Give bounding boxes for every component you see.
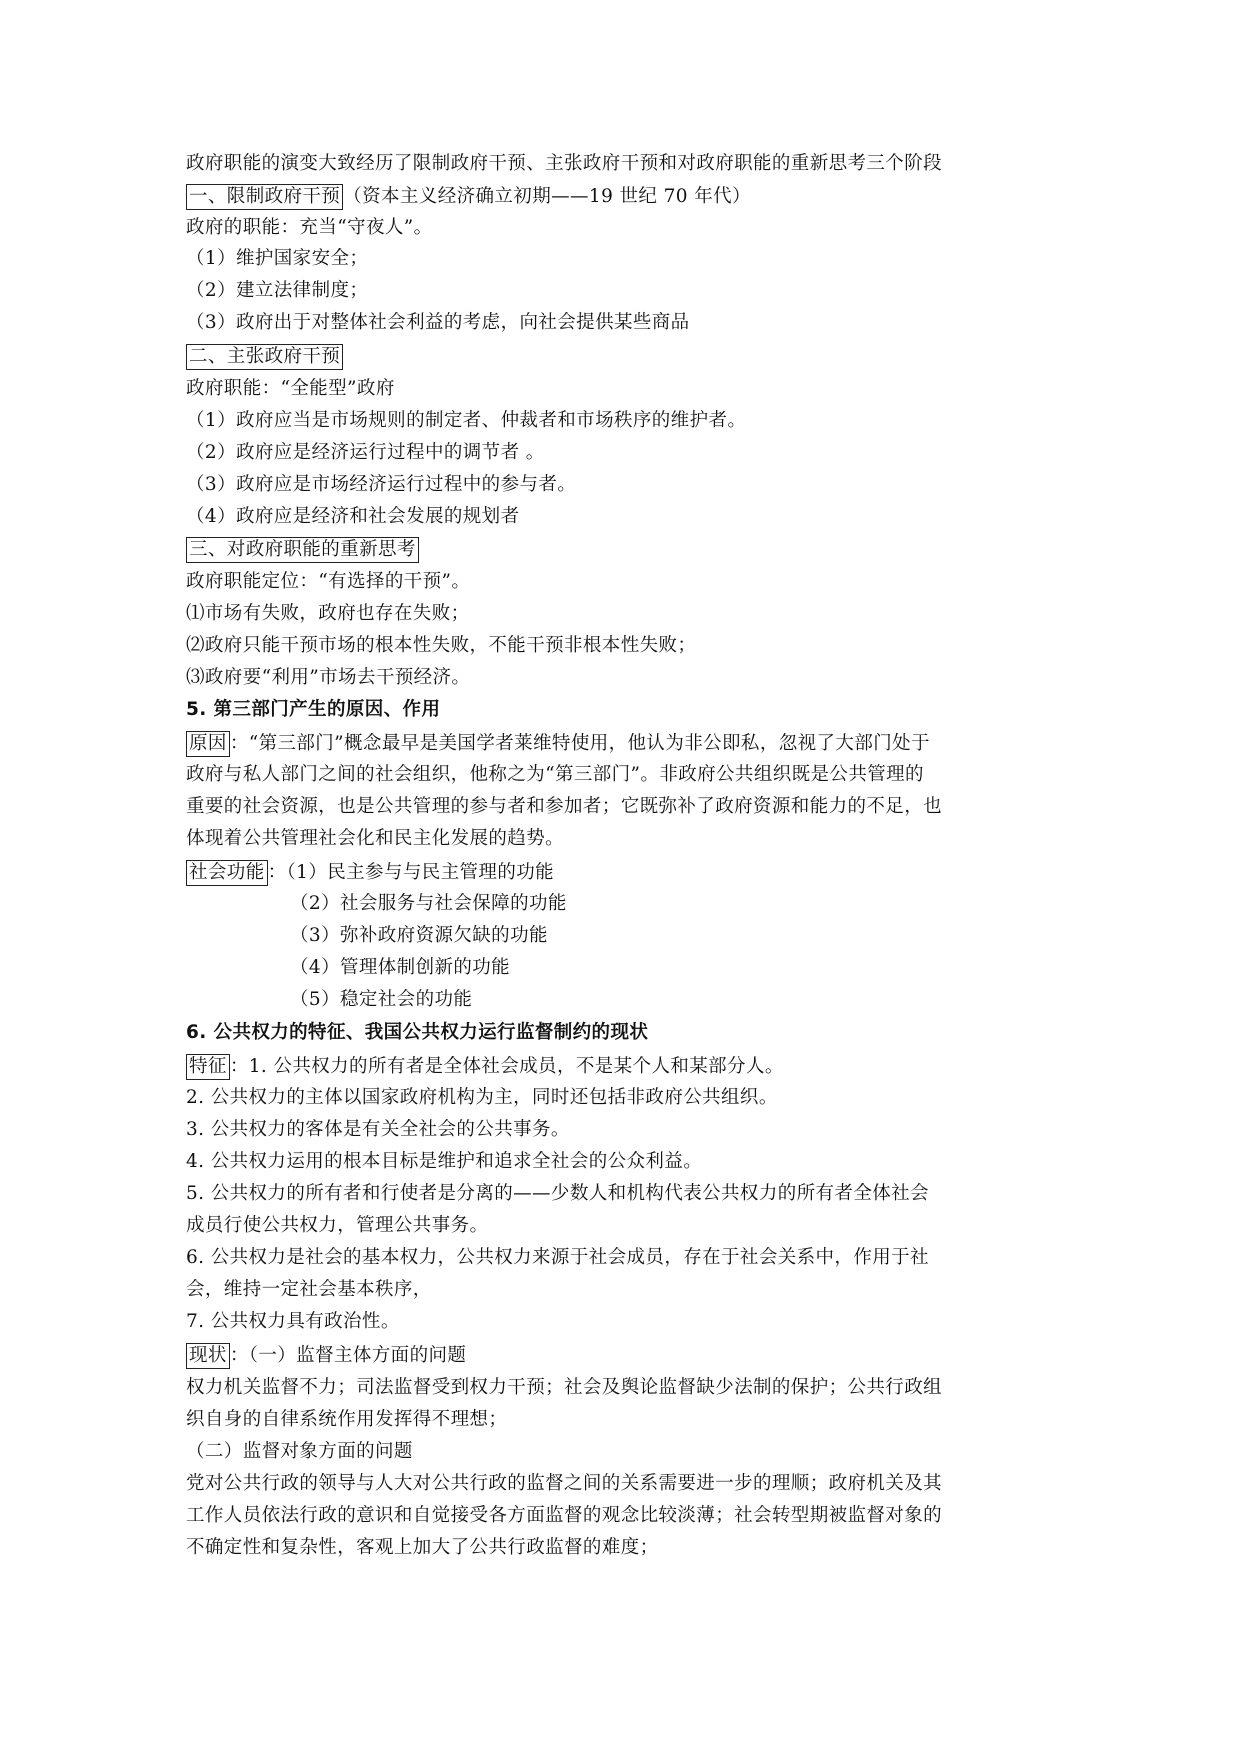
section-3-item: ⑵政府只能干预市场的根本性失败，不能干预非根本性失败； — [186, 635, 697, 656]
section-1-heading — [186, 184, 751, 210]
feature-boxed-label: 特征 — [186, 1054, 230, 1080]
reason-line: 原因 ：“第三部门”概念最早是美国学者莱维特使用，他认为非公即私，忽视了大部门处于 — [186, 731, 930, 757]
feature-line: 特征 ：1. 公共权力的所有者是全体社会成员，不是某个人和某部分人。 — [186, 1054, 784, 1080]
section-3-item: ⑶政府要“利用”市场去干预经济。 — [186, 667, 471, 688]
section-2-item: （3）政府应是市场经济运行过程中的参与者。 — [186, 474, 577, 495]
feature-line: 成员行使公共权力，管理公共事务。 — [186, 1215, 489, 1236]
status-boxed-label: 现状 — [186, 1343, 230, 1369]
status-line: 现状 ：（一）监督主体方面的问题 — [186, 1343, 466, 1369]
feature-line: 6. 公共权力是社会的基本权力，公共权力来源于社会成员，存在于社会关系中，作用于社 — [186, 1247, 929, 1268]
feature-line: 2. 公共权力的主体以国家政府机构为主，同时还包括非政府公共组织。 — [186, 1087, 778, 1108]
section-1-period: （资本主义经济确立初期——19 世纪 70 年代） — [343, 186, 751, 207]
status-paragraph-line: 党对公共行政的领导与人大对公共行政的监督之间的关系需要进一步的理顺；政府机关及其 — [186, 1473, 943, 1494]
feature-line: 3. 公共权力的客体是有关全社会的公共事务。 — [186, 1119, 570, 1140]
feature-line: 会，维持一定社会基本秩序， — [186, 1279, 432, 1300]
reason-line: 体现着公共管理社会化和民主化发展的趋势。 — [186, 828, 565, 849]
heading-5: 5. 第三部门产生的原因、作用 — [186, 699, 441, 720]
status-subheading: （二）监督对象方面的问题 — [186, 1441, 413, 1462]
section-1-function: 政府的职能：充当“守夜人”。 — [186, 217, 433, 238]
feature-line: 5. 公共权力的所有者和行使者是分离的——少数人和机构代表公共权力的所有者全体社会 — [186, 1183, 929, 1204]
feature-line: 4. 公共权力运用的根本目标是维护和追求全社会的公众利益。 — [186, 1151, 703, 1172]
section-3-heading — [186, 537, 419, 563]
section-2-item: （4）政府应是经济和社会发展的规划者 — [186, 506, 520, 527]
reason-line: 政府与私人部门之间的社会组织，他称之为“第三部门”。非政府公共组织既是公共管理的 — [186, 764, 924, 785]
function-item: （2）社会服务与社会保障的功能 — [290, 893, 567, 914]
feature-line: 7. 公共权力具有政治性。 — [186, 1311, 400, 1332]
section-2-function: 政府职能：“全能型”政府 — [186, 378, 395, 399]
function-boxed-label: 社会功能 — [186, 860, 268, 886]
reason-line: 重要的社会资源，也是公共管理的参与者和参加者；它既弥补了政府资源和能力的不足，也 — [186, 796, 943, 817]
function-line: 社会功能 ：（1）民主参与与民主管理的功能 — [186, 860, 554, 886]
section-3-boxed-title: 三、对政府职能的重新思考 — [186, 537, 419, 563]
section-2-heading — [186, 344, 343, 370]
function-item: （4）管理体制创新的功能 — [290, 957, 511, 978]
section-2-item: （1）政府应当是市场规则的制定者、仲裁者和市场秩序的维护者。 — [186, 410, 747, 431]
section-3-item: ⑴市场有失败，政府也存在失败； — [186, 603, 470, 624]
intro-line: 政府职能的演变大致经历了限制政府干预、主张政府干预和对政府职能的重新思考三个阶段 — [186, 153, 943, 174]
heading-6: 6. 公共权力的特征、我国公共权力运行监督制约的现状 — [186, 1022, 649, 1043]
status-paragraph-line: 工作人员依法行政的意识和自觉接受各方面监督的观念比较淡薄；社会转型期被监督对象的 — [186, 1505, 943, 1526]
section-1-boxed-title: 一、限制政府干预 — [186, 184, 343, 210]
section-2-boxed-title: 二、主张政府干预 — [186, 344, 343, 370]
section-3-function: 政府职能定位：“有选择的干预”。 — [186, 571, 471, 592]
section-2-item: （2）政府应是经济运行过程中的调节者 。 — [186, 442, 545, 463]
section-1-item: （1）维护国家安全； — [186, 248, 369, 269]
reason-boxed-label: 原因 — [186, 731, 230, 757]
status-paragraph-line: 不确定性和复杂性，客观上加大了公共行政监督的难度； — [186, 1537, 659, 1558]
section-1-item: （3）政府出于对整体社会利益的考虑，向社会提供某些商品 — [186, 312, 690, 333]
status-paragraph-line: 权力机关监督不力；司法监督受到权力干预；社会及舆论监督缺少法制的保护；公共行政组 — [186, 1377, 943, 1398]
function-item: （3）弥补政府资源欠缺的功能 — [290, 925, 548, 946]
section-1-item: （2）建立法律制度； — [186, 280, 369, 301]
status-paragraph-line: 织自身的自律系统作用发挥得不理想； — [186, 1409, 508, 1430]
function-item: （5）稳定社会的功能 — [290, 989, 473, 1010]
